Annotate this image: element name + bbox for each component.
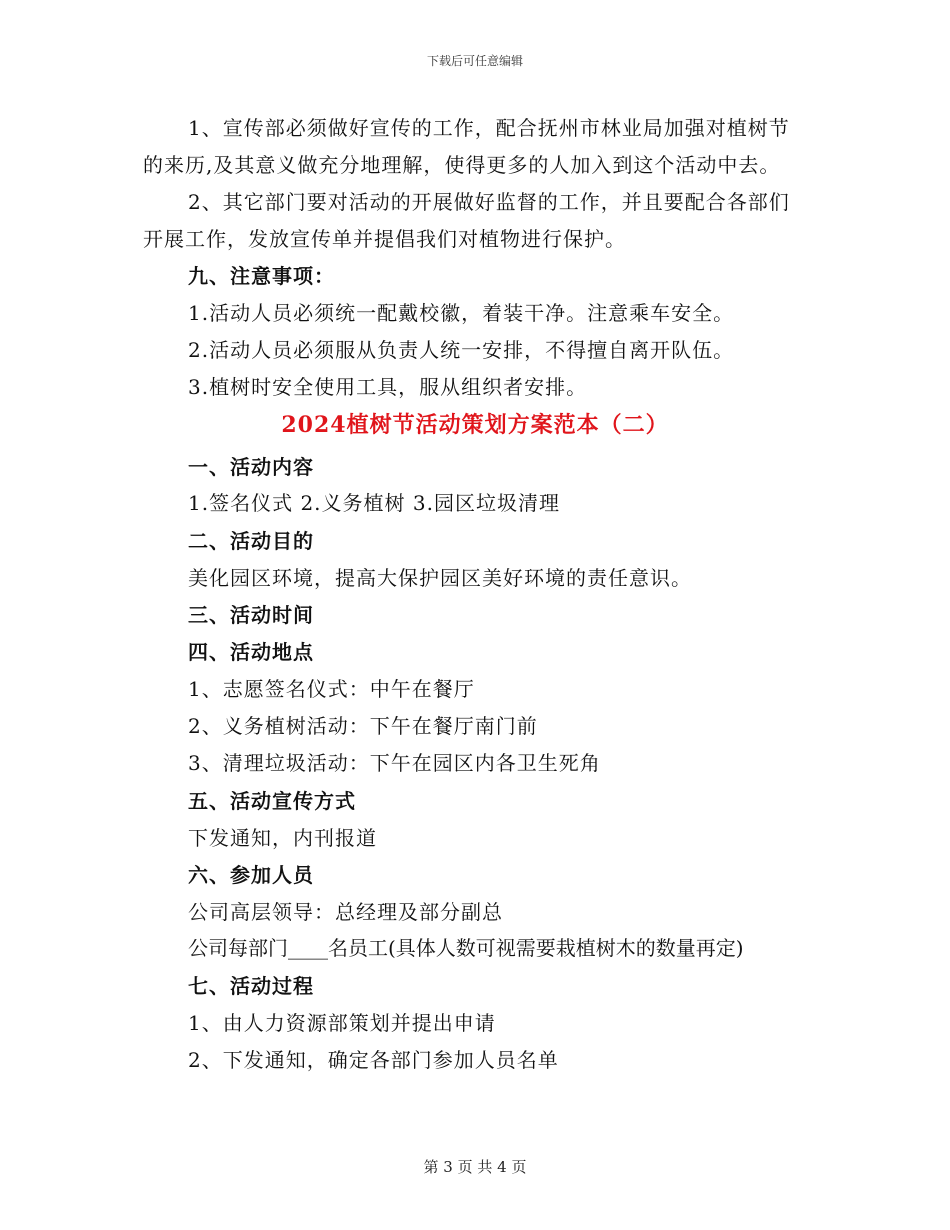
- section-purpose-text: 美化园区环境，提高大保护园区美好环境的责任意识。: [188, 566, 692, 590]
- section-publicity-text: 下发通知，内刊报道: [188, 826, 377, 850]
- notes-item-1: 1.活动人员必须统一配戴校徽，着装干净。注意乘车安全。: [188, 301, 735, 325]
- section-process-item-2: 2、下发通知，确定各部门参加人员名单: [188, 1048, 559, 1072]
- notes-item-3: 3.植树时安全使用工具，服从组织者安排。: [188, 375, 588, 399]
- section-participants-item-2: 公司每部门____名员工(具体人数可视需要栽植树木的数量再定): [188, 936, 744, 960]
- section-content-text: 1.签名仪式 2.义务植树 3.园区垃圾清理: [188, 491, 560, 515]
- section-time-heading: 三、活动时间: [188, 603, 314, 627]
- section-place-item-1: 1、志愿签名仪式：中午在餐厅: [188, 677, 475, 701]
- section-place-item-2: 2、义务植树活动：下午在餐厅南门前: [188, 714, 538, 738]
- page-footer: 第 3 页 共 4 页: [423, 1158, 527, 1176]
- paragraph-1-line-1: 1、宣传部必须做好宣传的工作，配合抚州市林业局加强对植树节: [188, 116, 790, 140]
- section-place-item-3: 3、清理垃圾活动：下午在园区内各卫生死角: [188, 751, 601, 775]
- section-participants-item-1: 公司高层领导：总经理及部分副总: [188, 900, 503, 924]
- paragraph-1-line-2: 的来历,及其意义做充分地理解，使得更多的人加入到这个活动中去。: [143, 153, 781, 177]
- section-content-heading: 一、活动内容: [188, 455, 314, 479]
- notes-item-2: 2.活动人员必须服从负责人统一安排，不得擅自离开队伍。: [188, 338, 735, 362]
- section-participants-heading: 六、参加人员: [188, 863, 314, 887]
- document-title: 2024植树节活动策划方案范本（二）: [281, 412, 669, 438]
- page-header: 下载后可任意编辑: [426, 54, 523, 68]
- section-process-heading: 七、活动过程: [188, 974, 314, 998]
- notes-heading: 九、注意事项：: [188, 264, 335, 288]
- section-purpose-heading: 二、活动目的: [188, 529, 314, 553]
- paragraph-2-line-2: 开展工作，发放宣传单并提倡我们对植物进行保护。: [143, 227, 626, 251]
- paragraph-2-line-1: 2、其它部门要对活动的开展做好监督的工作，并且要配合各部们: [188, 190, 790, 214]
- section-publicity-heading: 五、活动宣传方式: [188, 789, 356, 813]
- section-place-heading: 四、活动地点: [188, 640, 314, 664]
- section-process-item-1: 1、由人力资源部策划并提出申请: [188, 1011, 496, 1035]
